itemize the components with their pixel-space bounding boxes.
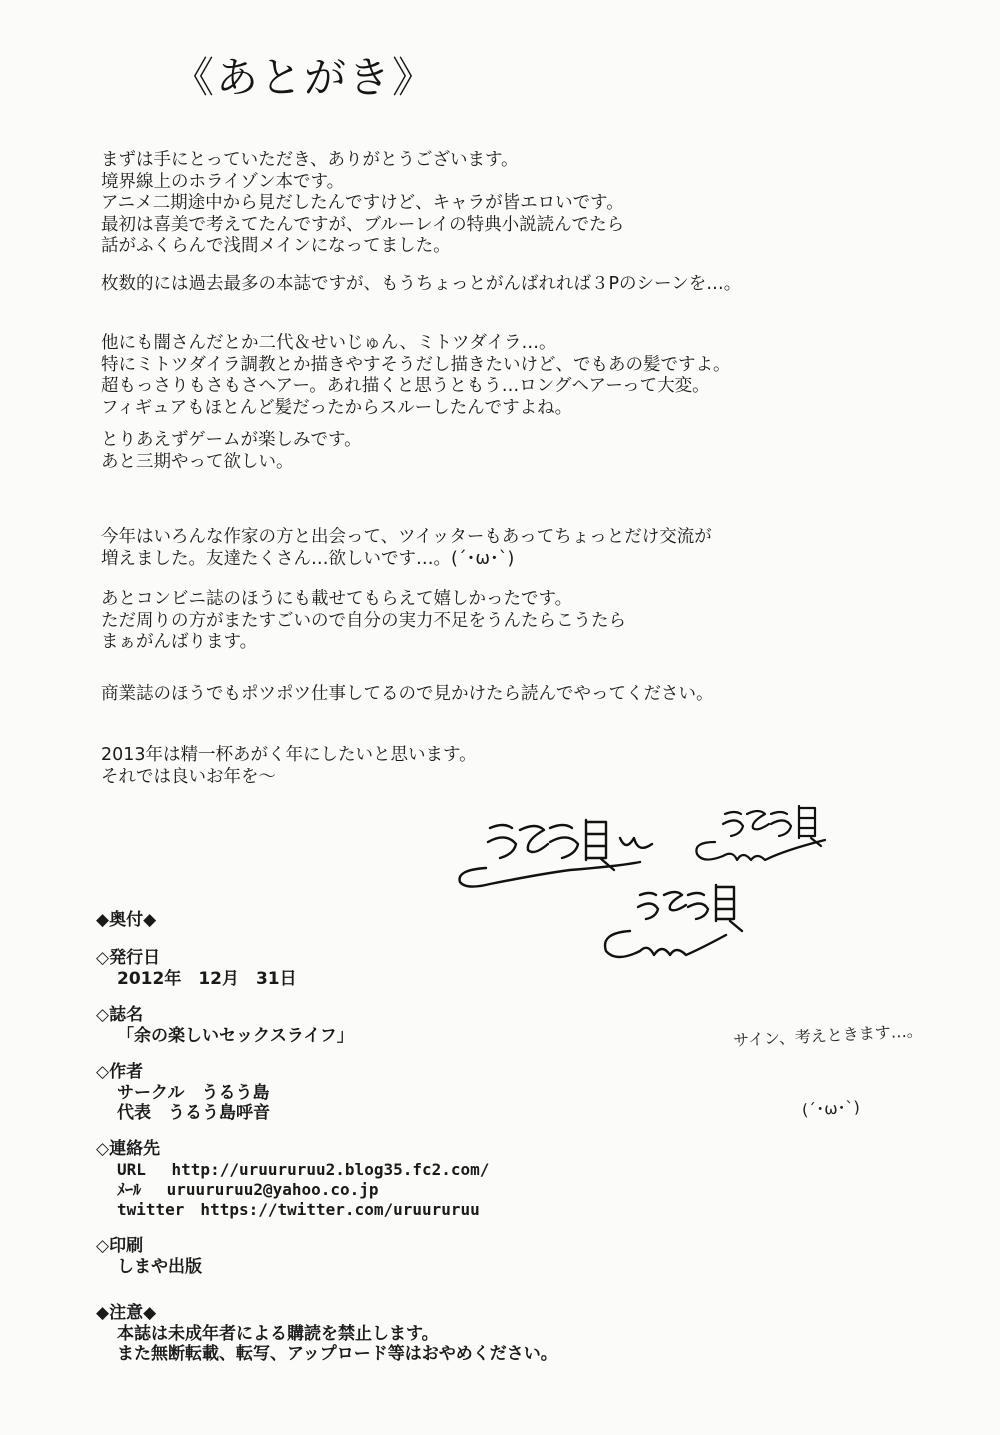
text-line: 枚数的には過去最多の本誌ですが、もうちょっとがんばれれば３Pのシーンを…。 xyxy=(101,274,742,294)
text-line: フィギュアもほとんど髪だったからスルーしたんですよね。 xyxy=(101,397,573,418)
section-line: 「余の楽しいセックスライフ」 xyxy=(117,1026,354,1046)
text-line: ただ周りの方がまたすごいので自分の実力不足をうんたらこうたら xyxy=(101,610,626,631)
text-line: 境界線上のホライゾン本です。 xyxy=(101,171,345,192)
colophon-section-author xyxy=(96,1062,656,1123)
section-heading: ◇作者 xyxy=(96,1062,144,1082)
section-heading: ◇誌名 xyxy=(96,1005,144,1025)
text-line: まぁがんばります。 xyxy=(101,632,258,652)
notice-line: 本誌は未成年者による購読を禁止します。 xyxy=(117,1324,439,1344)
colophon-section-printer xyxy=(96,1236,656,1277)
section-heading: ◇発行日 xyxy=(96,948,161,968)
paragraph-5 xyxy=(101,527,712,570)
paragraph-6 xyxy=(101,589,626,654)
text-line: 超もっさりもさもさヘアー。あれ描くと思うともう…ロングヘアーって大変。 xyxy=(101,376,710,396)
text-line: 最初は喜美で考えてたんですが、ブルーレイの特典小説読んでたら xyxy=(101,214,625,235)
page-title: 《あとがき》 xyxy=(172,53,437,102)
paragraph-2 xyxy=(101,274,741,296)
paragraph-1 xyxy=(101,150,624,258)
colophon xyxy=(96,910,656,1364)
section-line: 代表 うるう島呼音 xyxy=(117,1103,270,1123)
paragraph-4 xyxy=(101,430,362,473)
colophon-notice xyxy=(96,1303,656,1364)
text-line: 話がふくらんで浅間メインになってました。 xyxy=(101,236,451,256)
contact-email: ﾒｰﾙ uruururuu2@yahoo.co.jp xyxy=(117,1180,379,1199)
text-line: 増えました。友達たくさん…欲しいです…。(´･ω･`) xyxy=(101,548,515,569)
colophon-section-contact xyxy=(96,1139,656,1220)
notice-heading: ◆注意◆ xyxy=(96,1303,157,1323)
text-line: あと三期やって欲しい。 xyxy=(101,451,294,472)
section-line: しまや出版 xyxy=(117,1257,202,1277)
paragraph-8 xyxy=(101,745,477,788)
text-line: あとコンビニ誌のほうにも載せてもらえて嬉しかったです。 xyxy=(101,589,573,609)
text-line: アニメ二期途中から見だしたんですけど、キャラが皆エロいです。 xyxy=(101,193,624,213)
signature-2 xyxy=(685,798,885,878)
text-line: とりあえずゲームが楽しみです。 xyxy=(101,430,362,450)
section-heading: ◇連絡先 xyxy=(96,1139,161,1159)
section-line: サークル うるう島 xyxy=(117,1083,270,1103)
contact-url: URL http://uruururuu2.blog35.fc2.com/ xyxy=(117,1160,490,1179)
notice-line: また無断転載、転写、アップロード等はおやめください。 xyxy=(117,1344,558,1364)
text-line: 今年はいろんな作家の方と出会って、ツイッターもあってちょっとだけ交流が xyxy=(101,527,712,547)
paragraph-7 xyxy=(101,684,714,706)
section-heading: ◇印刷 xyxy=(96,1236,144,1256)
section-line: 2012年 12月 31日 xyxy=(117,969,297,989)
paragraph-3 xyxy=(101,333,730,419)
signature-note-line: サイン、考えときます…。 xyxy=(732,1021,924,1050)
text-line: まずは手にとっていただき、ありがとうございます。 xyxy=(101,150,519,170)
text-line: 2013年は精一杯あがく年にしたいと思います。 xyxy=(101,745,477,765)
colophon-section-title xyxy=(96,1005,656,1046)
text-line: 他にも闇さんだとか二代＆せいじゅん、ミトツダイラ…。 xyxy=(101,333,557,353)
colophon-section-date xyxy=(96,948,656,989)
text-line: 商業誌のほうでもポツポツ仕事してるので見かけたら読んでやってください。 xyxy=(101,684,714,704)
signature-note-face: (´･ω･`) xyxy=(801,1097,861,1120)
text-line: それでは良いお年を～ xyxy=(101,766,276,787)
contact-twitter: twitter https://twitter.com/uruururuu xyxy=(117,1200,480,1219)
signature-note xyxy=(731,980,929,1162)
colophon-header: ◆奥付◆ xyxy=(96,910,157,930)
text-line: 特にミトツダイラ調教とか描きやすそうだし描きたいけど、でもあの髪ですよ。 xyxy=(101,354,731,375)
